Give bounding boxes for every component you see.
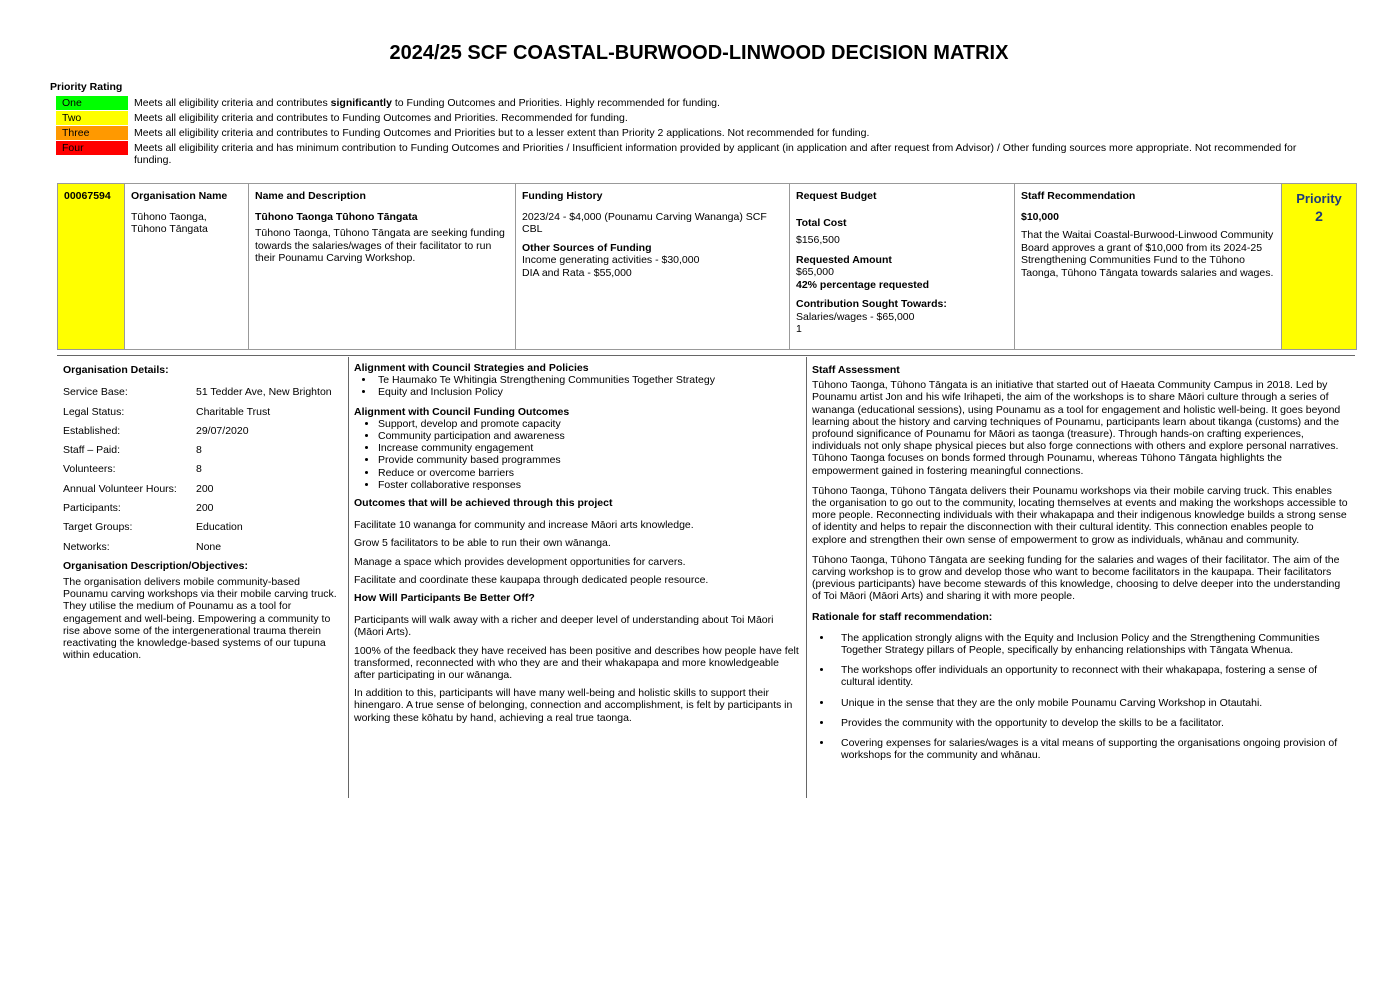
priority-rating-row xyxy=(56,96,1316,110)
rationale-item: • Covering expenses for salaries/wages is a vital means of supporting the organisations ongoing provision of workshops for the community and whānau. xyxy=(833,737,1348,761)
staff-assessment-text xyxy=(812,379,1348,602)
name-description-cell xyxy=(249,184,516,349)
detail-row xyxy=(63,425,341,444)
section-divider xyxy=(57,355,1355,356)
detail-value: 51 Tedder Ave, New Brighton xyxy=(196,386,332,399)
project-outcome-item: Facilitate and coordinate these kaupapa through dedicated people resource. xyxy=(354,573,709,586)
priority-cell xyxy=(1282,184,1356,349)
rationale-item: • The workshops offer individuals an opportunity to reconnect with their whakapapa, fostering a sense of cultural identity. xyxy=(833,664,1348,688)
better-off-item: 100% of the feedback they have received has been positive and describes how people have felt transformed, reconnected with who they are and their whakapapa and more knowledgeable after participating in our wānanga. xyxy=(354,644,799,682)
detail-label: Staff – Paid: xyxy=(63,444,121,457)
strategies-heading: Alignment with Council Strategies and Policies xyxy=(354,362,589,374)
funding-outcome-item: • Provide community based programmes xyxy=(378,454,802,466)
priority-rating-legend xyxy=(56,96,1316,167)
alignment-column xyxy=(354,362,802,730)
staff-recommendation-cell xyxy=(1015,184,1282,349)
better-off-item: In addition to this, participants will have many well-being and holistic skills to support their hinengaro. A true sense of belonging, connection and accomplishment, is felt by participants in working these kōhatu by hand, achieving a real true taonga. xyxy=(354,687,793,724)
staff-recommendation-text: That the Waitai Coastal-Burwood-Linwood Community Board approves a grant of $10,000 from its 2024-25 Strengthening Communities Fund to the Tūhono Taonga, Tūhono Tāngata towards salaries and wages. xyxy=(1021,229,1274,279)
organisation-description-heading: Organisation Description/Objectives: xyxy=(63,559,248,572)
detail-row xyxy=(63,541,341,560)
better-off-list xyxy=(354,614,802,724)
priority-swatch: Three xyxy=(56,126,128,140)
rationale-item: • Unique in the sense that they are the only mobile Pounamu Carving Workshop in Otautahi. xyxy=(833,697,1348,709)
detail-row xyxy=(63,483,341,502)
rationale-item: • Provides the community with the opportunity to develop the skills to be a facilitator. xyxy=(833,717,1348,729)
priority-description-text: Meets all eligibility criteria and has minimum contribution to Funding Outcomes and Priorities / Insufficient information provided by applicant (in application and after request from Advisor) / Other funding sources more appropriate. Not recommended for funding. xyxy=(134,142,1297,166)
priority-description xyxy=(134,126,1316,139)
funding-outcomes-heading: Alignment with Council Funding Outcomes xyxy=(354,405,570,418)
contribution-value: Salaries/wages - $65,000 xyxy=(796,310,915,323)
priority-description xyxy=(134,111,1316,124)
staff-assessment-heading: Staff Assessment xyxy=(812,364,900,376)
project-outcome-item: Grow 5 facilitators to be able to run their own wānanga. xyxy=(354,537,611,550)
column-divider xyxy=(348,357,349,798)
funding-outcome-item: • Community participation and awareness xyxy=(378,430,802,442)
other-source-item: DIA and Rata - $55,000 xyxy=(522,266,632,279)
assessment-paragraph: Tūhono Taonga, Tūhono Tāngata are seeking funding for the salaries and wages of their facilitator. The aim of the carving workshop is to grow and develop those who want to become facilitators in the kaupapa. Their facilitators (previous participants) have become stewards of this knowledge, choosing to delve deeper into the understanding of Toi Māori (Māori Arts) and sharing it with more people. xyxy=(812,553,1341,603)
rationale-item: • The application strongly aligns with the Equity and Inclusion Policy and the Strengthening Communities Together Strategy pillars of People, specifically by enhancing relationships with Tāngata Whenua. xyxy=(833,632,1348,656)
priority-swatch: Four xyxy=(56,141,128,155)
funding-outcome-item: • Foster collaborative responses xyxy=(378,479,802,491)
priority-rating-row xyxy=(56,126,1316,140)
funding-history-cell xyxy=(516,184,790,349)
organisation-description: The organisation delivers mobile community-based Pounamu carving workshops via their mobile carving truck. They utilise the medium of Pounamu as a tool for engagement and well-being. Empowering a community to rise above some of the intergenerational trauma therein reactivating the knowledge-based systems of our tupuna within education. xyxy=(63,576,337,662)
rationale-heading: Rationale for staff recommendation: xyxy=(812,610,993,623)
other-source-item: Income generating activities - $30,000 xyxy=(522,254,700,266)
priority-description-text: Meets all eligibility criteria and contributes to Funding Outcomes and Priorities but to a lesser extent than Priority 2 applications. Not recommended for funding. xyxy=(134,127,870,139)
detail-row xyxy=(63,521,341,540)
strategy-item: • Te Haumako Te Whitingia Strengthening Communities Together Strategy xyxy=(375,374,802,386)
strategies-list xyxy=(354,374,802,398)
detail-label: Established: xyxy=(63,424,121,437)
detail-value: 8 xyxy=(196,444,202,457)
total-cost-label: Total Cost xyxy=(796,216,847,229)
priority-rating-row xyxy=(56,141,1316,166)
project-title: Tūhono Taonga Tūhono Tāngata xyxy=(255,210,418,223)
detail-label: Volunteers: xyxy=(63,463,116,476)
priority-value: 2 xyxy=(1315,207,1323,224)
detail-label: Participants: xyxy=(63,501,121,514)
staff-recommended-amount: $10,000 xyxy=(1021,210,1059,223)
detail-value: 200 xyxy=(196,501,214,514)
request-budget-cell xyxy=(790,184,1015,349)
priority-description-text: Meets all eligibility criteria and contributes to Funding Outcomes and Priorities. Recommended for funding. xyxy=(134,112,628,124)
organisation-details-list xyxy=(63,386,341,560)
priority-description-emphasis: significantly xyxy=(330,97,392,109)
priority-description-text: Meets all eligibility criteria and contributes xyxy=(134,97,331,109)
better-off-item: Participants will walk away with a richer and deeper level of understanding about Toi Māori (Māori Arts). xyxy=(354,614,774,639)
requested-amount-value: $65,000 xyxy=(796,266,834,278)
priority-description xyxy=(134,96,1316,109)
organisation-name: Tūhono Taonga, Tūhono Tāngata xyxy=(131,210,208,235)
project-description: Tūhono Taonga, Tūhono Tāngata are seeking funding towards the salaries/wages of their facilitator to run their Pounamu Carving Workshop. xyxy=(255,227,505,264)
priority-description-text: to Funding Outcomes and Priorities. Highly recommended for funding. xyxy=(391,97,720,109)
funding-outcomes-list xyxy=(354,418,802,491)
requested-amount-label: Requested Amount xyxy=(796,253,892,266)
project-outcome-item: Manage a space which provides development opportunities for carvers. xyxy=(354,555,686,568)
contribution-label: Contribution Sought Towards: xyxy=(796,298,947,310)
funding-outcome-item: • Support, develop and promote capacity xyxy=(378,418,802,430)
detail-value: 200 xyxy=(196,482,214,495)
request-budget-header: Request Budget xyxy=(796,190,877,202)
detail-row xyxy=(63,463,341,482)
project-outcomes-heading: Outcomes that will be achieved through this project xyxy=(354,497,613,510)
detail-value: 8 xyxy=(196,463,202,476)
better-off-heading: How Will Participants Be Better Off? xyxy=(354,592,535,605)
detail-label: Networks: xyxy=(63,540,110,553)
assessment-paragraph: Tūhono Taonga, Tūhono Tāngata is an initiative that started out of Haeata Community Campus in 2018. Led by Pounamu artist Jon and his wife Irihapeti, the aim of the workshops is to share Māori culture through a series of wananga (educational sessions), using Pounamu as a tool for engagement and holistic well-being. It goes beyond learning about the history and carving techniques of Pounamu, participants learn about tikanga (customs) and the profound significance of Pounamu for Māori as taonga (treasure). Through hands-on crafting experiences, individuals not only shape physical pieces but also forge connections with others and explore personal narratives. Tūhono Taonga focuses on bonds formed through Pounamu, whereas Tūhono Tāngata highlights the empowerment gained in fostering meaningful connections. xyxy=(812,379,1341,477)
detail-row xyxy=(63,444,341,463)
organisation-name-cell xyxy=(125,184,249,349)
organisation-name-header: Organisation Name xyxy=(131,190,228,202)
summary-row xyxy=(57,183,1357,350)
project-outcomes-list xyxy=(354,519,802,586)
organisation-details-column xyxy=(63,362,341,662)
detail-label: Service Base: xyxy=(63,386,128,399)
detail-row xyxy=(63,502,341,521)
assessment-paragraph: Tūhono Taonga, Tūhono Tāngata delivers their Pounamu workshops via their mobile carving truck. This enables the organisation to go out to the community, locating themselves at events and making the workshops accessible to more people. Reconnecting individuals with their whakapapa and their indigenous knowledge builds a strong sense of identity and helps to repair the disconnection with their cultural identity. This connection enables people to explore and strengthen their own sense of empowerment to grow as individuals, whānau and community. xyxy=(812,484,1348,546)
detail-value: Charitable Trust xyxy=(196,405,271,418)
detail-row xyxy=(63,386,341,405)
total-cost-value: $156,500 xyxy=(796,234,840,246)
name-description-header: Name and Description xyxy=(255,190,366,202)
funding-outcome-item: • Increase community engagement xyxy=(378,442,802,454)
strategy-item: • Equity and Inclusion Policy xyxy=(375,386,802,398)
detail-value: 29/07/2020 xyxy=(196,424,249,437)
detail-value: None xyxy=(196,540,222,553)
rationale-list xyxy=(812,632,1348,762)
detail-label: Legal Status: xyxy=(63,405,125,418)
organisation-details-heading: Organisation Details: xyxy=(63,364,169,376)
column-divider xyxy=(806,357,807,798)
percentage-requested: 42% percentage requested xyxy=(796,278,930,291)
page-title: 2024/25 SCF COASTAL-BURWOOD-LINWOOD DECISION MATRIX xyxy=(389,42,1009,64)
priority-swatch: One xyxy=(56,96,128,110)
detail-label: Annual Volunteer Hours: xyxy=(63,482,177,495)
contribution-count: 1 xyxy=(796,323,802,335)
funding-outcome-item: • Reduce or overcome barriers xyxy=(378,467,802,479)
funding-history: 2023/24 - $4,000 (Pounamu Carving Wananga) SCF CBL xyxy=(522,210,767,235)
detail-value: Education xyxy=(196,521,243,534)
funding-history-header: Funding History xyxy=(522,190,603,202)
other-sources-header: Other Sources of Funding xyxy=(522,241,652,254)
priority-label: Priority xyxy=(1296,191,1342,206)
staff-recommendation-header: Staff Recommendation xyxy=(1021,190,1136,202)
detail-label: Target Groups: xyxy=(63,521,133,534)
priority-rating-heading: Priority Rating xyxy=(50,81,123,93)
staff-assessment-column xyxy=(812,362,1348,769)
detail-row xyxy=(63,406,341,425)
priority-rating-row xyxy=(56,111,1316,125)
priority-description xyxy=(134,141,1316,166)
priority-swatch: Two xyxy=(56,111,128,125)
application-id: 00067594 xyxy=(58,184,125,349)
project-outcome-item: Facilitate 10 wananga for community and increase Māori arts knowledge. xyxy=(354,519,694,532)
